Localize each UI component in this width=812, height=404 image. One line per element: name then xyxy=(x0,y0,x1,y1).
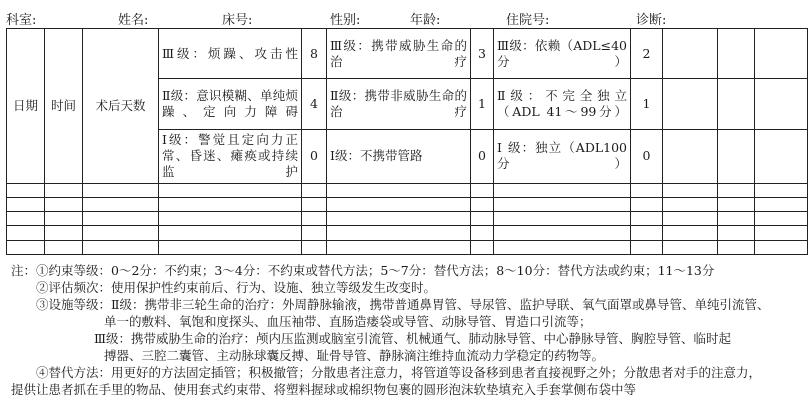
blank-cell[interactable] xyxy=(7,240,45,254)
consciousness-level-3: Ⅲ级：烦躁、攻击性 xyxy=(159,29,302,79)
header-bed-label: 床号: xyxy=(222,13,253,28)
blank-cell[interactable] xyxy=(494,197,631,211)
consciousness-level-1: Ⅰ级：警觉且定向力正常、昏迷、瘫痪或持续监护 xyxy=(159,129,302,183)
blank-cell[interactable] xyxy=(45,240,83,254)
blank-cell[interactable] xyxy=(302,240,327,254)
tubes-level-1: Ⅰ级：不携带管路 xyxy=(327,129,471,183)
blank-cell[interactable] xyxy=(159,197,302,211)
blank-cell[interactable] xyxy=(7,197,45,211)
blank-cell[interactable] xyxy=(471,197,494,211)
blank-cell[interactable] xyxy=(83,212,159,226)
independence-score-3: 2 xyxy=(631,29,663,79)
consciousness-level-2: Ⅱ级：意识模糊、单纯烦躁、定向力障碍 xyxy=(159,79,302,129)
blank-cell[interactable] xyxy=(755,212,808,226)
blank-cell[interactable] xyxy=(718,226,755,240)
blank-cell[interactable] xyxy=(327,226,471,240)
blank-cell[interactable] xyxy=(45,197,83,211)
blank-cell[interactable] xyxy=(471,226,494,240)
notes-section xyxy=(11,262,803,398)
blank-cell[interactable] xyxy=(755,226,808,240)
blank-cell[interactable] xyxy=(755,79,808,129)
blank-cell[interactable] xyxy=(755,29,808,79)
blank-cell[interactable] xyxy=(494,212,631,226)
blank-cell[interactable] xyxy=(83,226,159,240)
note-line: 搏器、三腔二囊管、主动脉球囊反搏、耻骨导管、静脉滴注维持血流动力学稳定的药物等。 xyxy=(104,348,605,363)
blank-cell[interactable] xyxy=(631,240,663,254)
blank-cell[interactable] xyxy=(83,197,159,211)
blank-cell[interactable] xyxy=(663,129,718,183)
blank-row xyxy=(7,183,808,197)
blank-row xyxy=(7,240,808,254)
postop-days-column-header: 术后天数 xyxy=(83,29,159,184)
blank-cell[interactable] xyxy=(663,79,718,129)
header-admission-no-label: 住院号: xyxy=(506,13,550,28)
blank-cell[interactable] xyxy=(755,183,808,197)
blank-cell[interactable] xyxy=(755,197,808,211)
blank-cell[interactable] xyxy=(718,79,755,129)
blank-cell[interactable] xyxy=(718,197,755,211)
note-line: 提供让患者抓在手里的物品、使用套式约束带、将塑料握球或棉织物包裹的圆形泡沫软垫填充入手套掌侧布袋中等 xyxy=(11,382,637,397)
header-department-label: 科室: xyxy=(6,13,37,28)
independence-level-2: Ⅱ级：不完全独立（ADL 41～99分） xyxy=(494,79,631,129)
blank-cell[interactable] xyxy=(159,226,302,240)
time-column-header: 时间 xyxy=(45,29,83,184)
blank-cell[interactable] xyxy=(494,183,631,197)
blank-cell[interactable] xyxy=(663,240,718,254)
note-line: Ⅲ级：携带威胁生命的治疗：颅内压监测或脑室引流管、机械通气、肺动脉导管、中心静脉导管、胸腔导管、临时起 xyxy=(94,331,732,346)
blank-cell[interactable] xyxy=(471,240,494,254)
header-diagnosis-label: 诊断: xyxy=(636,13,667,28)
blank-cell[interactable] xyxy=(302,212,327,226)
blank-cell[interactable] xyxy=(7,183,45,197)
blank-cell[interactable] xyxy=(7,212,45,226)
blank-cell[interactable] xyxy=(494,240,631,254)
tubes-score-3: 3 xyxy=(471,29,494,79)
header-sex-label: 性别: xyxy=(330,13,361,28)
independence-level-1: Ⅰ 级：独立（ADL100分） xyxy=(494,129,631,183)
blank-cell[interactable] xyxy=(45,212,83,226)
tubes-score-2: 1 xyxy=(471,79,494,129)
blank-cell[interactable] xyxy=(755,240,808,254)
blank-cell[interactable] xyxy=(718,212,755,226)
blank-cell[interactable] xyxy=(631,197,663,211)
blank-cell[interactable] xyxy=(718,183,755,197)
blank-cell[interactable] xyxy=(45,183,83,197)
blank-cell[interactable] xyxy=(718,129,755,183)
blank-row xyxy=(7,197,808,211)
note-line: ④替代方法：用更好的方法固定插管；积极撤管；分散患者注意力，将管道等设备移到患者直接视野之外；分散患者对手的注意力， xyxy=(36,365,762,380)
blank-cell[interactable] xyxy=(471,212,494,226)
blank-cell[interactable] xyxy=(327,212,471,226)
blank-cell[interactable] xyxy=(83,183,159,197)
blank-cell[interactable] xyxy=(302,226,327,240)
blank-cell[interactable] xyxy=(631,183,663,197)
note-line: 注：①约束等级：0～2分：不约束；3～4分：不约束或替代方法；5～7分：替代方法；8～10分：替代方法或约束；11～13分 xyxy=(11,263,715,278)
blank-cell[interactable] xyxy=(302,197,327,211)
consciousness-score-3: 8 xyxy=(302,29,327,79)
blank-cell[interactable] xyxy=(302,183,327,197)
consciousness-score-1: 0 xyxy=(302,129,327,183)
blank-cell[interactable] xyxy=(494,226,631,240)
note-line: 单一的敷料、氧饱和度探头、血压袖带、直肠造瘘袋或导管、动脉导管、胃造口引流等； xyxy=(104,314,592,329)
blank-cell[interactable] xyxy=(159,212,302,226)
blank-cell[interactable] xyxy=(327,183,471,197)
header-name-label: 姓名: xyxy=(118,13,149,28)
blank-cell[interactable] xyxy=(159,183,302,197)
blank-cell[interactable] xyxy=(83,240,159,254)
blank-cell[interactable] xyxy=(45,226,83,240)
blank-cell[interactable] xyxy=(718,29,755,79)
blank-cell[interactable] xyxy=(663,212,718,226)
blank-cell[interactable] xyxy=(663,197,718,211)
blank-row xyxy=(7,212,808,226)
independence-score-2: 1 xyxy=(631,79,663,129)
blank-cell[interactable] xyxy=(631,226,663,240)
note-line: ③设施等级：Ⅱ级：携带非三轮生命的治疗：外周静脉输液，携带普通鼻胃管、导尿管、监护导联、氧气面罩或鼻导管、单纯引流管、 xyxy=(36,297,770,312)
assessment-table xyxy=(6,28,808,255)
blank-cell[interactable] xyxy=(327,240,471,254)
tubes-level-2: Ⅱ级：携带非威胁生命的治疗 xyxy=(327,79,471,129)
independence-level-3: Ⅲ级：依赖（ADL≤40分） xyxy=(494,29,631,79)
tubes-score-1: 0 xyxy=(471,129,494,183)
blank-cell[interactable] xyxy=(663,226,718,240)
blank-row xyxy=(7,226,808,240)
blank-cell[interactable] xyxy=(663,29,718,79)
blank-cell[interactable] xyxy=(471,183,494,197)
date-column-header: 日期 xyxy=(7,29,45,184)
level-row-3 xyxy=(7,29,808,79)
independence-score-1: 0 xyxy=(631,129,663,183)
blank-cell[interactable] xyxy=(327,197,471,211)
consciousness-score-2: 4 xyxy=(302,79,327,129)
blank-cell[interactable] xyxy=(631,212,663,226)
tubes-level-3: Ⅲ级：携带威胁生命的治疗 xyxy=(327,29,471,79)
blank-cell[interactable] xyxy=(755,129,808,183)
note-line: ②评估频次：使用保护性约束前后、行为、设施、独立等级发生改变时。 xyxy=(36,280,437,295)
header-age-label: 年龄: xyxy=(410,13,441,28)
blank-cell[interactable] xyxy=(159,240,302,254)
blank-cell[interactable] xyxy=(718,240,755,254)
blank-cell[interactable] xyxy=(7,226,45,240)
blank-cell[interactable] xyxy=(663,183,718,197)
